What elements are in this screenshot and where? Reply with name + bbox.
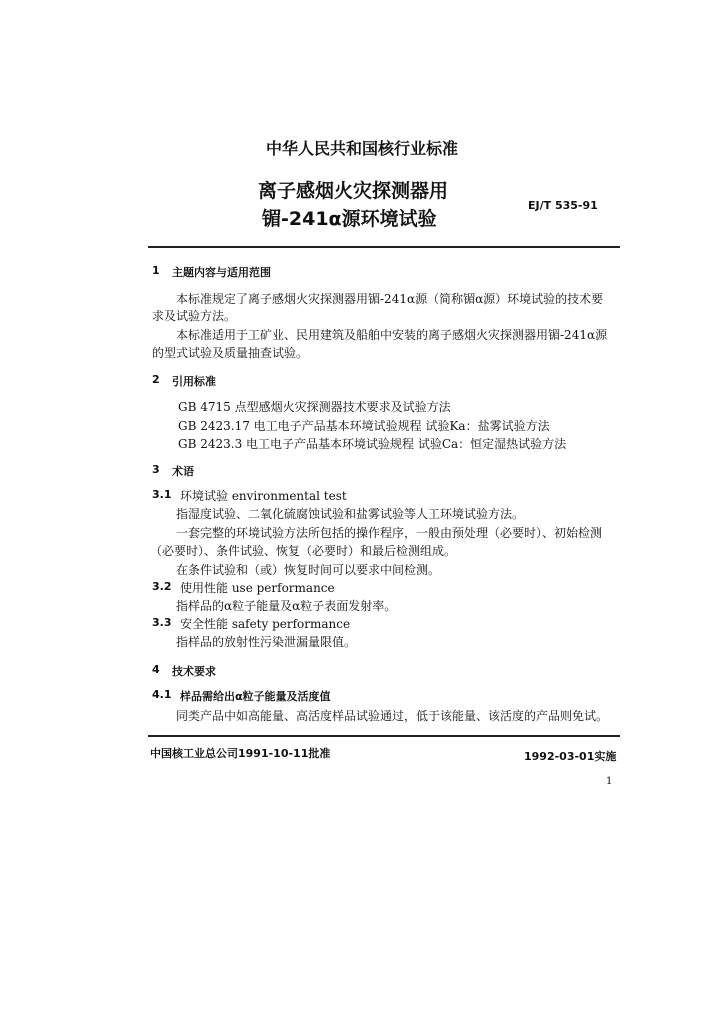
term-3-2-name: 使用性能 use performance	[180, 581, 335, 595]
page-number: 1	[606, 776, 613, 787]
section-1-p2-line1: 本标准适用于工矿业、民用建筑及船舶中安装的离子感烟火灾探测器用镅-241α源	[176, 328, 608, 342]
reference-item: GB 4715 点型感烟火灾探测器技术要求及试验方法	[178, 400, 451, 414]
reference-item: GB 2423.17 电工电子产品基本环境试验规程 试验Ka：盐雾试验方法	[178, 419, 550, 433]
term-3-1-number: 3.1	[152, 488, 172, 501]
section-1-p1-line2: 求及试验方法。	[152, 309, 237, 323]
footer-rule	[148, 735, 620, 737]
term-3-3-number: 3.3	[152, 616, 172, 629]
section-1-number: 1	[152, 264, 160, 277]
term-3-1-name: 环境试验 environmental test	[180, 489, 347, 503]
section-2-number: 2	[152, 373, 160, 386]
term-3-1-line3: （必要时）、条件试验、恢复（必要时）和最后检测组成。	[150, 544, 457, 558]
section-3-title: 术语	[172, 465, 194, 478]
section-1-title: 主题内容与适用范围	[172, 266, 271, 279]
term-3-3-line1: 指样品的放射性污染泄漏量限值。	[176, 635, 357, 649]
section-3-number: 3	[152, 463, 160, 476]
section-1-p2-line2: 的型式试验及质量抽查试验。	[152, 346, 309, 360]
term-3-2-line1: 指样品的α粒子能量及α粒子表面发射率。	[176, 599, 397, 613]
doc-title-line1: 离子感烟火灾探测器用	[258, 180, 449, 202]
doc-title-line2: 镅-241α源环境试验	[262, 208, 437, 230]
term-3-2-number: 3.2	[152, 580, 172, 593]
section-2-title: 引用标准	[172, 375, 216, 388]
section-1-p1-line1: 本标准规定了离子感烟火灾探测器用镅-241α源（简称镅α源）环境试验的技术要	[176, 292, 604, 306]
effective-date: 1992-03-01实施	[524, 750, 617, 763]
term-3-1-line4: 在条件试验和（或）恢复时间可以要求中间检测。	[176, 563, 441, 577]
section-4-1-line1: 同类产品中如高能量、高活度样品试验通过，低于该能量、该活度的产品则免试。	[176, 709, 609, 723]
org-title: 中华人民共和国核行业标准	[265, 139, 458, 158]
term-3-1-line1: 指湿度试验、二氧化硫腐蚀试验和盐雾试验等人工环境试验方法。	[176, 507, 525, 521]
approval-date: 中国核工业总公司1991-10-11批准	[150, 747, 331, 760]
section-4-number: 4	[152, 663, 160, 676]
term-3-1-line2: 一套完整的环境试验方法所包括的操作程序，一般由预处理（必要时）、初始检测	[176, 526, 603, 540]
header-rule	[148, 246, 620, 248]
term-3-3-name: 安全性能 safety performance	[180, 617, 351, 631]
section-4-title: 技术要求	[172, 665, 216, 678]
section-4-1-number: 4.1	[152, 688, 172, 701]
section-4-1-title: 样品需给出α粒子能量及活度值	[180, 690, 331, 703]
reference-item: GB 2423.3 电工电子产品基本环境试验规程 试验Ca：恒定湿热试验方法	[178, 437, 567, 451]
doc-code: EJ/T 535-91	[528, 199, 598, 212]
